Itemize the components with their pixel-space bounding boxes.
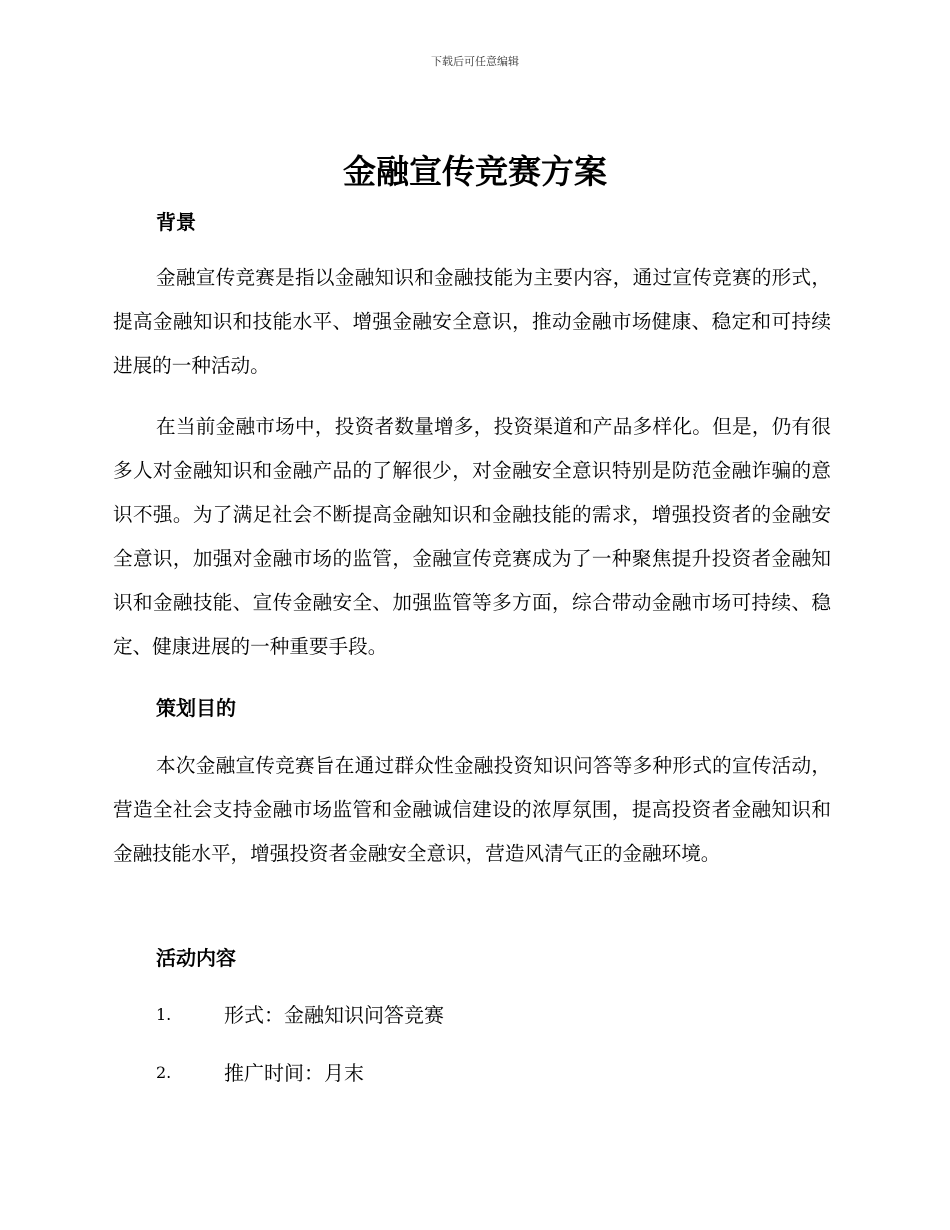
list-item-text: 形式：金融知识问答竞赛 bbox=[224, 1003, 444, 1027]
list-item-number: 2. bbox=[156, 1063, 172, 1082]
list-item-text: 推广时间：月末 bbox=[224, 1061, 364, 1085]
section-heading-background: 背景 bbox=[156, 210, 196, 234]
document-title: 金融宣传竞赛方案 bbox=[343, 152, 607, 191]
paragraph-background-2: 在当前金融市场中，投资者数量增多，投资渠道和产品多样化。但是，仍有很多人对金融知识和金融产品的了解很少，对金融安全意识特别是防范金融诈骗的意识不强。为了满足社会不断提高金融知识和金融技能的需求，增强投资者的金融安全意识，加强对金融市场的监管，金融宣传竞赛成为了一种聚焦提升投资者金融知识和金融技能、宣传金融安全、加强监管等多方面，综合带动金融市场可持续、稳定、健康进展的一种重要手段。 bbox=[113, 415, 831, 658]
section-heading-purpose: 策划目的 bbox=[156, 696, 236, 720]
list-item-number: 1. bbox=[156, 1005, 172, 1024]
section-heading-activity: 活动内容 bbox=[156, 946, 236, 970]
paragraph-background-1: 金融宣传竞赛是指以金融知识和金融技能为主要内容，通过宣传竞赛的形式，提高金融知识和技能水平、增强金融安全意识，推动金融市场健康、稳定和可持续进展的一种活动。 bbox=[113, 266, 831, 377]
paragraph-purpose: 本次金融宣传竞赛旨在通过群众性金融投资知识问答等多种形式的宣传活动，营造全社会支持金融市场监管和金融诚信建设的浓厚氛围，提高投资者金融知识和金融技能水平，增强投资者金融安全意识，营造风清气正的金融环境。 bbox=[113, 754, 831, 865]
page-header: 下载后可任意编辑 bbox=[431, 55, 519, 68]
